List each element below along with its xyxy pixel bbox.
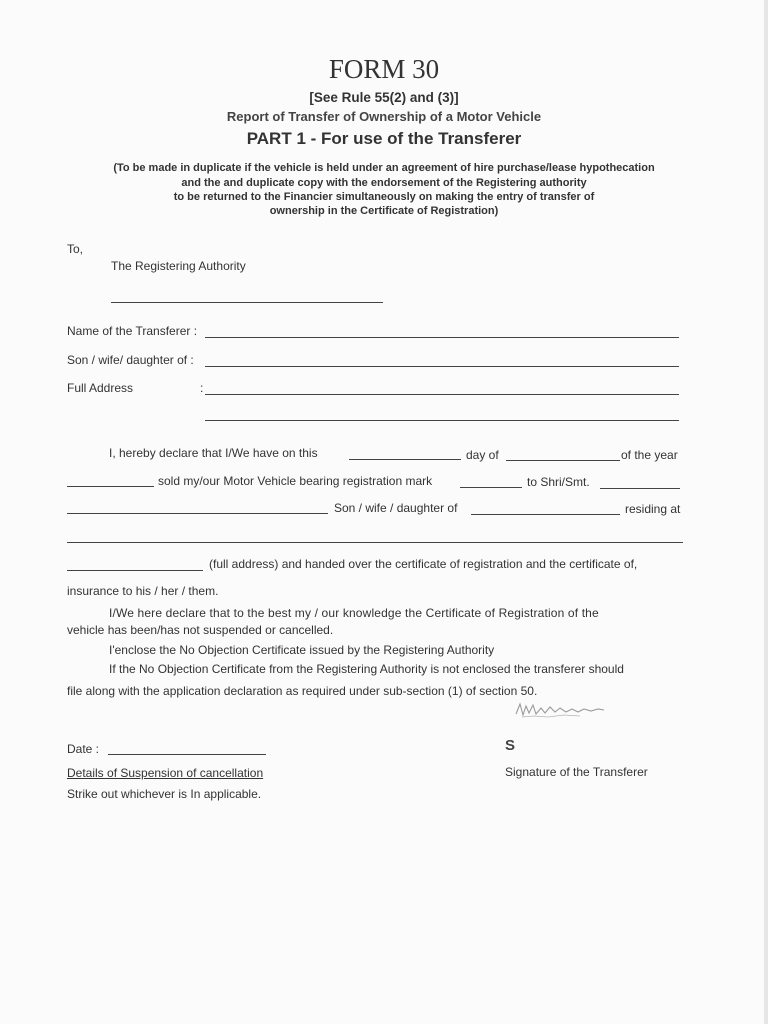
transferee-parent-line[interactable] xyxy=(471,514,620,515)
to-label: To, xyxy=(67,242,84,256)
note-line-2: and the and duplicate copy with the endorsement of the Registering authority xyxy=(181,177,587,189)
declaration-line-2-start: sold my/our Motor Vehicle bearing registration mark xyxy=(158,474,433,488)
declaration-day-of: day of xyxy=(466,448,499,462)
registration-mark-line[interactable] xyxy=(460,487,522,488)
stamp-scribble-icon xyxy=(514,700,606,720)
note-line-4: ownership in the Certificate of Registration) xyxy=(269,205,499,217)
residing-address-line-2[interactable] xyxy=(67,570,203,571)
declaration-month-line[interactable] xyxy=(506,460,620,461)
transferer-name-line[interactable] xyxy=(205,337,679,338)
signature-mark: S xyxy=(505,737,516,754)
rule-reference: [See Rule 55(2) and (3)] xyxy=(309,90,459,105)
form-subtitle: Report of Transfer of Ownership of a Motor Vehicle xyxy=(226,109,542,124)
note-line-1: (To be made in duplicate if the vehicle is held under an agreement of hire purchase/lease hypothecation xyxy=(113,162,655,174)
form-title: FORM 30 xyxy=(328,54,440,84)
declaration-residing-at: residing at xyxy=(625,502,681,516)
suspension-details-label: Details of Suspension of cancellation xyxy=(67,766,264,780)
date-label: Date : xyxy=(67,742,100,756)
enclose-noc-para: I'enclose the No Objection Certificate issued by the Registering Authority xyxy=(109,643,495,657)
son-of-line[interactable] xyxy=(205,366,679,367)
registering-authority: The Registering Authority xyxy=(111,259,246,273)
declaration-of-the-year: of the year xyxy=(621,448,678,462)
full-address-line-1[interactable] xyxy=(205,394,679,395)
authority-line[interactable] xyxy=(111,302,383,303)
residing-address-line[interactable] xyxy=(67,542,683,543)
transferer-name-label: Name of the Transferer : xyxy=(67,324,198,338)
part-heading: PART 1 - For use of the Transferer xyxy=(246,129,522,148)
declaration-full-address: (full address) and handed over the certificate of registration and the certificate of, xyxy=(209,557,638,571)
noc-para-line-1: If the No Objection Certificate from the Registering Authority is not enclosed the transferer should xyxy=(109,662,624,676)
declaration-insurance: insurance to his / her / them. xyxy=(67,584,219,598)
noc-para-line-2: file along with the application declaration as required under sub-section (1) of section 50. xyxy=(67,684,538,698)
son-of-label: Son / wife/ daughter of : xyxy=(67,353,194,367)
date-line[interactable] xyxy=(108,754,266,755)
knowledge-para-line-2: vehicle has been/has not suspended or cancelled. xyxy=(67,623,334,637)
full-address-line-2[interactable] xyxy=(205,420,679,421)
declaration-year-line[interactable] xyxy=(67,486,154,487)
knowledge-para-line-1: I/We here declare that to the best my / our knowledge the Certificate of Registration of the xyxy=(109,606,599,620)
note-line-3: to be returned to the Financier simultaneously on making the entry of transfer of xyxy=(173,191,595,203)
full-address-colon: : xyxy=(200,381,204,395)
full-address-label: Full Address xyxy=(67,381,134,395)
declaration-line-1-start: I, hereby declare that I/We have on this xyxy=(109,446,318,460)
declaration-son-of: Son / wife / daughter of xyxy=(334,501,458,515)
strike-out-note: Strike out whichever is In applicable. xyxy=(67,787,262,801)
signature-of-transferer: Signature of the Transferer xyxy=(505,765,648,779)
transferee-name-line-2[interactable] xyxy=(67,513,328,514)
to-shri-smt: to Shri/Smt. xyxy=(527,475,590,489)
declaration-day-line[interactable] xyxy=(349,459,461,460)
transferee-name-line[interactable] xyxy=(600,488,680,489)
scan-edge xyxy=(764,0,768,1024)
